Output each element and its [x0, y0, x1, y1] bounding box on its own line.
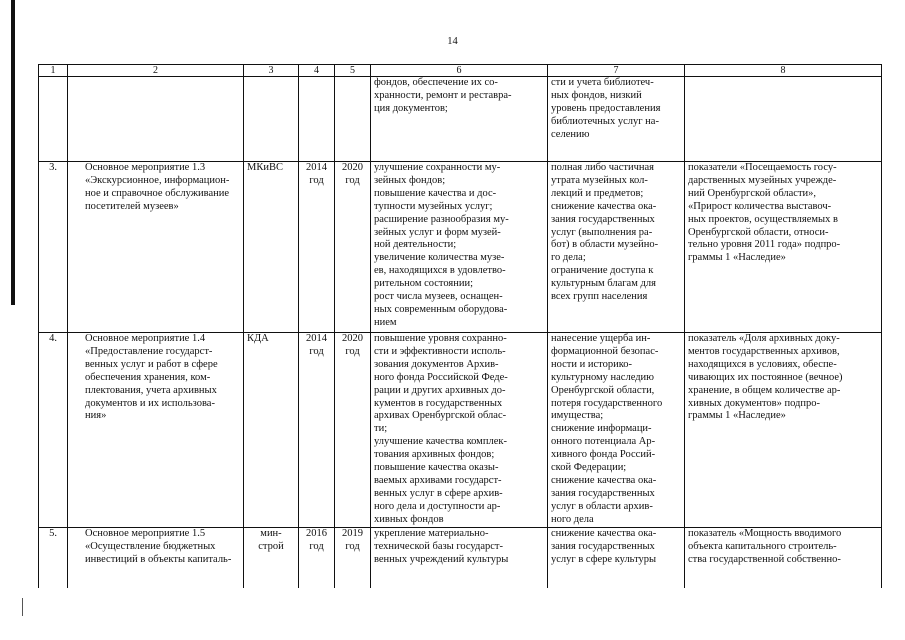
text-line: культурным благам для: [551, 278, 656, 290]
text-line: тупности музейных услуг;: [374, 200, 493, 212]
text-line: ное и справочное обслуживание: [85, 187, 230, 199]
text-line: потеря государственного: [551, 397, 663, 409]
cell-indicators: [685, 162, 882, 333]
column-header: 1: [39, 65, 68, 77]
cell-indicators: [685, 333, 882, 528]
text-line: ного фонда Российской Феде-: [374, 371, 508, 383]
text-line: ной деятельности;: [374, 239, 457, 251]
text-line: библиотечных услуг на-: [551, 115, 659, 127]
cell-results: [371, 333, 548, 528]
cell-indicators: [685, 77, 882, 162]
cell-executor: [244, 333, 299, 528]
text-line: ваемых архивами государст-: [374, 474, 502, 486]
text-line: нием: [374, 316, 397, 328]
cell-num: 5.: [39, 528, 68, 589]
text-line: 2020: [342, 333, 363, 344]
text-line: 2020: [342, 162, 363, 173]
text-line: го дела;: [551, 252, 586, 264]
table-row: [39, 333, 882, 528]
text-line: хранности, ремонт и реставра-: [374, 89, 512, 101]
text-line: тельно уровня 2011 года» подпро-: [688, 239, 841, 251]
text-line: 2016: [306, 528, 327, 539]
text-line: бот) в области музейно-: [551, 239, 659, 251]
text-line: 2014: [306, 162, 327, 173]
program-measures-table: [38, 64, 882, 588]
text-line: год: [309, 540, 324, 552]
text-line: укрепление материально-: [374, 528, 489, 539]
text-line: услуг (выполнения ра-: [551, 226, 653, 238]
text-line: плектования, учета архивных: [85, 384, 217, 396]
text-line: кументов в государственных: [374, 397, 503, 409]
text-line: снижение информаци-: [551, 423, 652, 435]
text-line: граммы 1 «Наследие»: [688, 410, 786, 422]
text-line: ного дела: [551, 513, 594, 525]
cell-executor: [244, 77, 299, 162]
cell-num: 3.: [39, 162, 68, 333]
text-line: венных учреждений культуры: [374, 553, 509, 565]
text-line: снижение качества ока-: [551, 200, 657, 212]
text-line: хивных документов» подпро-: [688, 397, 821, 409]
text-line: онного потенциала Ар-: [551, 436, 656, 448]
text-line: Основное мероприятие 1.3: [85, 162, 206, 173]
column-header: 6: [371, 65, 548, 77]
text-line: «Осуществление бюджетных: [85, 540, 216, 552]
cell-start: [299, 333, 335, 528]
cell-name: [68, 333, 244, 528]
text-line: имущества;: [551, 410, 604, 422]
text-line: зания государственных: [551, 487, 655, 499]
margin-tick-mark: [22, 598, 23, 616]
column-header: 5: [335, 65, 371, 77]
table-row: [39, 528, 882, 589]
cell-executor: [244, 528, 299, 589]
text-line: ний Оренбургской области»,: [688, 187, 817, 199]
cell-end: [335, 333, 371, 528]
text-line: ных фондов, низкий: [551, 89, 642, 101]
page-number: 14: [447, 36, 458, 47]
text-line: повышение уровня сохранно-: [374, 333, 507, 344]
cell-name: [68, 77, 244, 162]
table-header-row: [39, 65, 882, 77]
text-line: формационной безопас-: [551, 345, 659, 357]
text-line: год: [345, 174, 360, 186]
text-line: венных услуг и работ в сфере: [85, 358, 218, 370]
text-line: год: [309, 174, 324, 186]
text-line: ных современным оборудова-: [374, 303, 508, 315]
cell-indicators: [685, 528, 882, 589]
text-line: ской Федерации;: [551, 462, 627, 474]
cell-name: [68, 528, 244, 589]
text-line: 2019: [342, 528, 363, 539]
text-line: ция документов;: [374, 102, 448, 114]
text-line: полная либо частичная: [551, 162, 654, 173]
text-line: лекций и предметов;: [551, 187, 644, 199]
text-line: дарственных музейных учрежде-: [688, 174, 837, 186]
text-line: снижение качества ока-: [551, 528, 657, 539]
text-line: улучшение качества комплек-: [374, 436, 507, 448]
cell-results: [371, 77, 548, 162]
cell-num: [39, 77, 68, 162]
text-line: год: [345, 345, 360, 357]
text-line: рост числа музеев, оснащен-: [374, 291, 503, 303]
text-line: ного дела и доступности ар-: [374, 500, 501, 512]
text-line: зейных фондов;: [374, 174, 446, 186]
text-line: Основное мероприятие 1.5: [85, 528, 206, 539]
text-line: «Экскурсионное, информацион-: [85, 174, 230, 186]
text-line: ограничение доступа к: [551, 265, 654, 277]
text-line: всех групп населения: [551, 291, 648, 303]
text-line: ментов государственных архивов,: [688, 345, 840, 357]
text-line: инвестиций в объекты капиталь-: [85, 553, 232, 565]
text-line: документов и их использова-: [85, 397, 215, 409]
text-line: услуг в области архив-: [551, 500, 653, 512]
text-line: Оренбургской области, относи-: [688, 226, 829, 238]
text-line: рации и других архивных до-: [374, 384, 506, 396]
cell-name: [68, 162, 244, 333]
text-line: Основное мероприятие 1.4: [85, 333, 206, 344]
text-line: мин-: [260, 528, 282, 539]
text-line: увеличение количества музе-: [374, 252, 505, 264]
text-line: улучшение сохранности му-: [374, 162, 501, 173]
cell-num: 4.: [39, 333, 68, 528]
text-line: нанесение ущерба ин-: [551, 333, 651, 344]
text-line: год: [345, 540, 360, 552]
column-header: 2: [68, 65, 244, 77]
cell-start: [299, 162, 335, 333]
text-line: сти и учета библиотеч-: [551, 77, 654, 88]
text-line: услуг в сфере культуры: [551, 553, 657, 565]
text-line: зания государственных: [551, 213, 655, 225]
text-line: год: [309, 345, 324, 357]
text-line: архивах Оренбургской облас-: [374, 410, 507, 422]
text-line: фондов, обеспечение их со-: [374, 77, 498, 88]
column-header: 3: [244, 65, 299, 77]
text-line: селению: [551, 128, 590, 140]
column-header: 8: [685, 65, 882, 77]
text-line: рительном состоянии;: [374, 278, 474, 290]
text-line: граммы 1 «Наследие»: [688, 252, 786, 264]
cell-consequences: [548, 528, 685, 589]
text-line: хранение, в общем количестве ар-: [688, 384, 841, 396]
cell-end: [335, 77, 371, 162]
text-line: культурному наследию: [551, 371, 655, 383]
text-line: 2014: [306, 333, 327, 344]
text-line: чивающих их постоянное (вечное): [688, 371, 843, 383]
text-line: МКиВС: [247, 162, 283, 173]
text-line: ных проектов, осуществляемых в: [688, 213, 838, 225]
column-header: 7: [548, 65, 685, 77]
text-line: показатель «Мощность вводимого: [688, 528, 842, 539]
text-line: ев, находящихся в удовлетво-: [374, 265, 506, 277]
cell-results: [371, 528, 548, 589]
text-line: зания государственных: [551, 540, 655, 552]
cell-results: [371, 162, 548, 333]
text-line: ти;: [374, 423, 388, 435]
text-line: хивных фондов: [374, 513, 444, 525]
cell-start: [299, 77, 335, 162]
text-line: объекта капитального строитель-: [688, 540, 837, 552]
cell-start: [299, 528, 335, 589]
cell-executor: [244, 162, 299, 333]
text-line: венных услуг в сфере архив-: [374, 487, 503, 499]
text-line: КДА: [247, 333, 269, 344]
text-line: технической базы государст-: [374, 540, 504, 552]
text-line: сти и эффективности исполь-: [374, 345, 506, 357]
text-line: находящихся в условиях, обеспе-: [688, 358, 837, 370]
text-line: расширение разнообразия му-: [374, 213, 509, 225]
text-line: ства государственной собственно-: [688, 553, 841, 565]
text-line: Оренбургской области,: [551, 384, 655, 396]
text-line: ности и историко-: [551, 358, 633, 370]
text-line: показатели «Посещаемость госу-: [688, 162, 837, 173]
cell-end: [335, 162, 371, 333]
cell-end: [335, 528, 371, 589]
column-header: 4: [299, 65, 335, 77]
text-line: уровень предоставления: [551, 102, 661, 114]
text-line: посетителей музеев»: [85, 200, 179, 212]
text-line: обеспечения хранения, ком-: [85, 371, 211, 383]
text-line: тования архивных фондов;: [374, 449, 495, 461]
text-line: показатель «Доля архивных доку-: [688, 333, 840, 344]
text-line: ния»: [85, 410, 107, 422]
table-row: [39, 162, 882, 333]
cell-consequences: [548, 333, 685, 528]
text-line: зейных услуг и форм музей-: [374, 226, 501, 238]
text-line: строй: [258, 540, 284, 552]
text-line: «Прирост количества выставоч-: [688, 200, 832, 212]
text-line: хивного фонда Россий-: [551, 449, 656, 461]
text-line: повышение качества оказы-: [374, 462, 499, 474]
text-line: «Предоставление государст-: [85, 345, 213, 357]
text-line: повышение качества и дос-: [374, 187, 497, 199]
text-line: зования документов Архив-: [374, 358, 499, 370]
text-line: утрата музейных кол-: [551, 174, 648, 186]
cell-consequences: [548, 162, 685, 333]
cell-consequences: [548, 77, 685, 162]
text-line: снижение качества ока-: [551, 474, 657, 486]
table-row-continuation: [39, 77, 882, 162]
